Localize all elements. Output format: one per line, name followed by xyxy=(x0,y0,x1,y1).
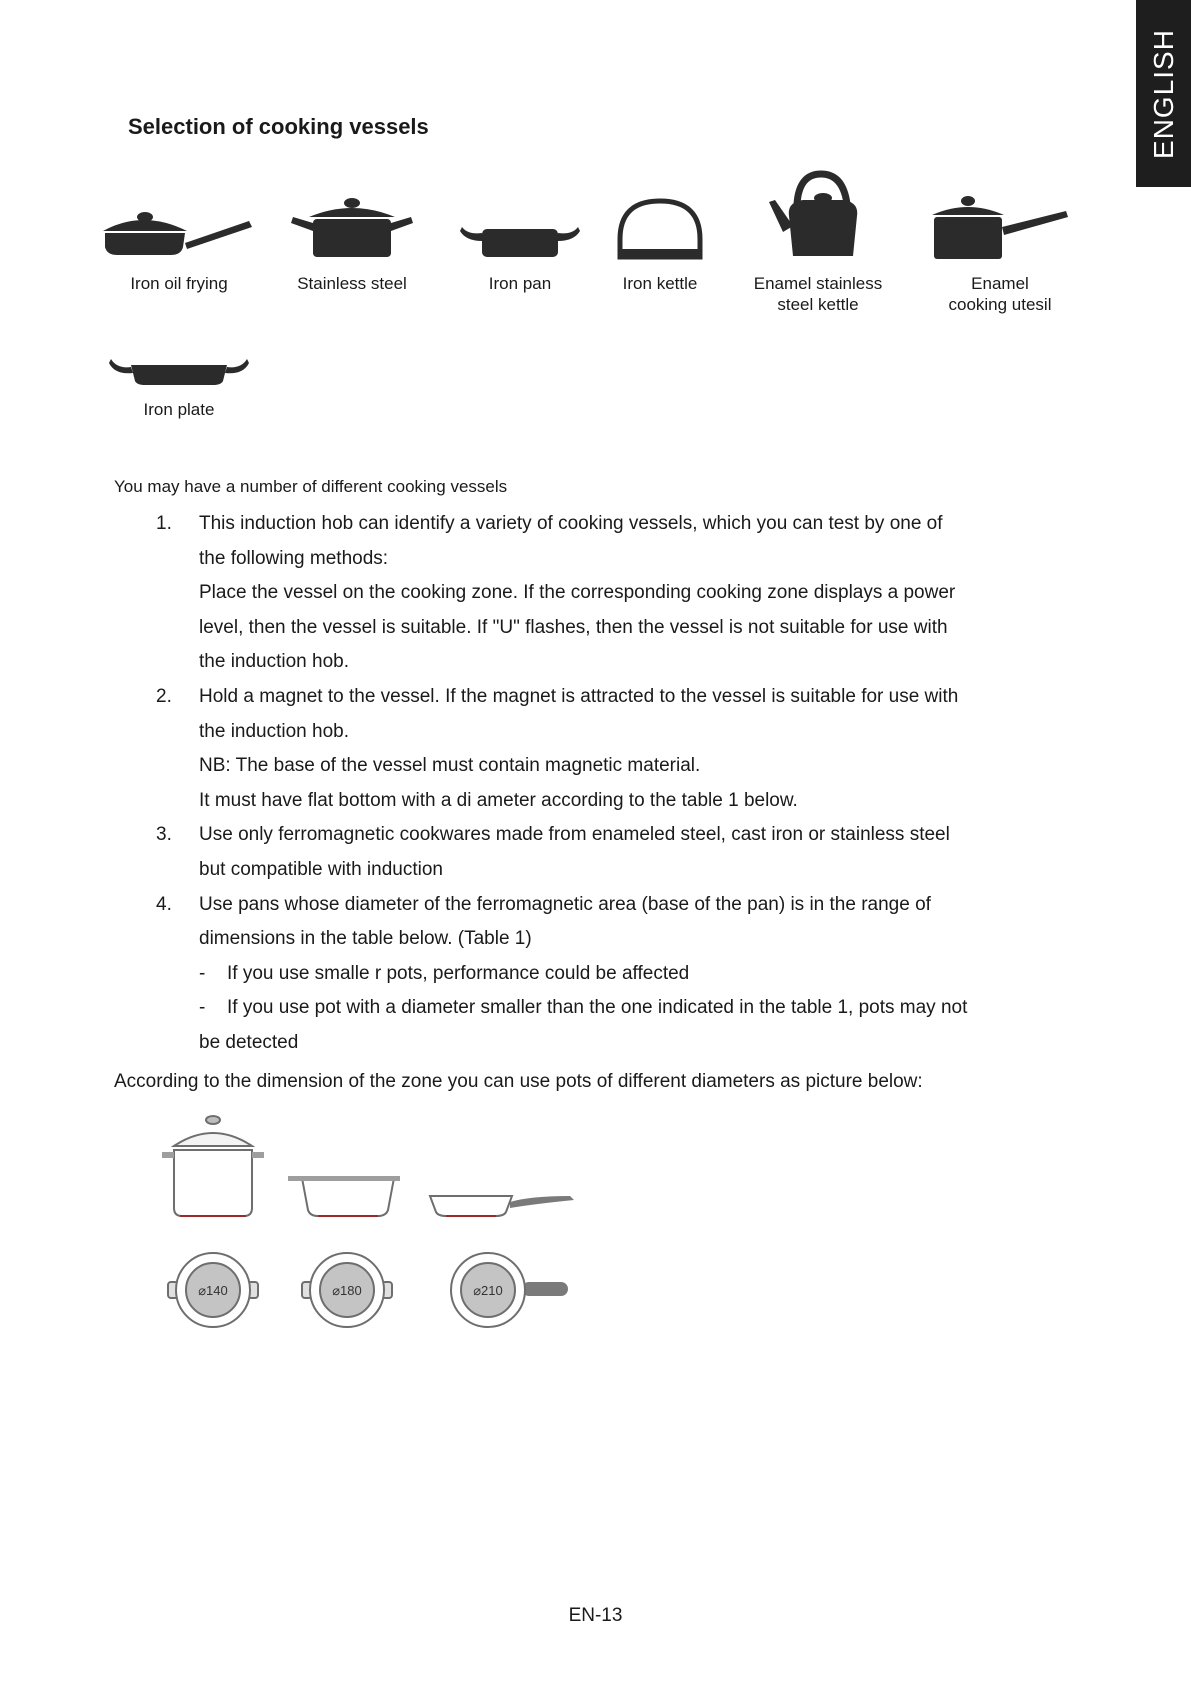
zone-210 xyxy=(451,1253,568,1327)
vessel-stainless-steel xyxy=(287,195,417,294)
list-number: 2. xyxy=(156,685,172,707)
language-tab xyxy=(1136,0,1191,187)
list-item xyxy=(114,680,1034,818)
iron-plate-icon xyxy=(109,355,249,391)
outro-text: According to the dimension of the zone you can use pots of different diameters as picture below: xyxy=(114,1071,923,1092)
list-number: 4. xyxy=(156,893,172,915)
bullet-item xyxy=(114,957,1034,992)
frying-pan-icon xyxy=(99,195,259,265)
intro-text: You may have a number of different cooking vessels xyxy=(114,477,508,496)
casserole-side-icon xyxy=(288,1176,400,1216)
bullet-text: If you use smalle r pots, performance could be affected xyxy=(227,962,690,984)
page-number: EN-13 xyxy=(568,1605,623,1626)
bullet-text: If you use pot with a diameter smaller than the one indicated in the table 1, pots may not xyxy=(227,997,968,1019)
list-line: but compatible with induction xyxy=(199,858,443,880)
zone-180 xyxy=(302,1253,392,1327)
vessel-iron-pan xyxy=(458,195,582,294)
list-line: NB: The base of the vessel must contain magnetic material. xyxy=(199,755,701,777)
bullet-item xyxy=(114,991,1034,1026)
whistling-kettle-icon xyxy=(763,170,873,265)
stockpot-icon xyxy=(287,195,417,265)
list-item xyxy=(114,507,1034,680)
list-line: This induction hob can identify a variety of cooking vessels, which you can test by one of xyxy=(199,513,943,534)
section-title: Selection of cooking vessels xyxy=(128,114,429,139)
zone-diameter-label: ⌀140 xyxy=(198,1283,228,1298)
zone-diameter-label: ⌀180 xyxy=(332,1283,362,1298)
vessel-iron-plate xyxy=(98,355,260,420)
list-line: It must have flat bottom with a di ameter according to the table 1 below. xyxy=(199,789,798,811)
bullet-continuation: be detected xyxy=(199,1031,299,1053)
vessel-iron-kettle xyxy=(610,195,710,294)
saucepan-icon xyxy=(928,195,1072,265)
bullet-dash: - xyxy=(199,997,206,1019)
pot-diameter-illustration xyxy=(150,1110,600,1340)
vessel-label: Enamel cooking utesil xyxy=(948,274,1052,314)
zone-140 xyxy=(168,1253,258,1327)
vessel-label: Stainless steel xyxy=(297,274,407,293)
list-number: 1. xyxy=(156,513,172,534)
list-line: the induction hob. xyxy=(199,720,350,742)
bullet-dash: - xyxy=(199,962,206,984)
vessel-enamel-cooking-utensil xyxy=(925,195,1075,315)
list-line: Use only ferromagnetic cookwares made from enameled steel, cast iron or stainless steel xyxy=(199,824,950,846)
list-line: level, then the vessel is suitable. If "U" flashes, then the vessel is not suitable for use with xyxy=(199,616,948,638)
list-line: the following methods: xyxy=(199,547,389,569)
iron-kettle-icon xyxy=(612,195,708,265)
stockpot-side-icon xyxy=(162,1116,264,1216)
vessel-label: Iron kettle xyxy=(622,274,698,293)
instruction-list xyxy=(114,507,1034,1061)
list-item xyxy=(114,818,1034,887)
language-label: ENGLISH xyxy=(1147,28,1179,159)
vessel-label: Iron oil frying xyxy=(130,274,228,293)
vessel-iron-oil-frying xyxy=(98,195,260,294)
list-line: the induction hob. xyxy=(199,651,350,673)
vessel-label: Enamel stainless steel kettle xyxy=(753,274,883,314)
frying-pan-side-icon xyxy=(430,1196,574,1216)
list-item xyxy=(114,888,1034,957)
list-line: Use pans whose diameter of the ferromagnetic area (base of the pan) is in the range of xyxy=(199,893,931,915)
zone-diameter-label: ⌀210 xyxy=(473,1283,503,1298)
list-number: 3. xyxy=(156,824,172,846)
list-line: Place the vessel on the cooking zone. If the corresponding cooking zone displays a power xyxy=(199,582,956,604)
vessel-enamel-kettle xyxy=(738,170,898,315)
vessel-label: Iron pan xyxy=(488,274,552,293)
iron-pan-icon xyxy=(458,195,582,265)
list-line: dimensions in the table below. (Table 1) xyxy=(199,928,532,950)
list-line: Hold a magnet to the vessel. If the magnet is attracted to the vessel is suitable for use with xyxy=(199,685,959,707)
vessel-label: Iron plate xyxy=(143,400,215,419)
